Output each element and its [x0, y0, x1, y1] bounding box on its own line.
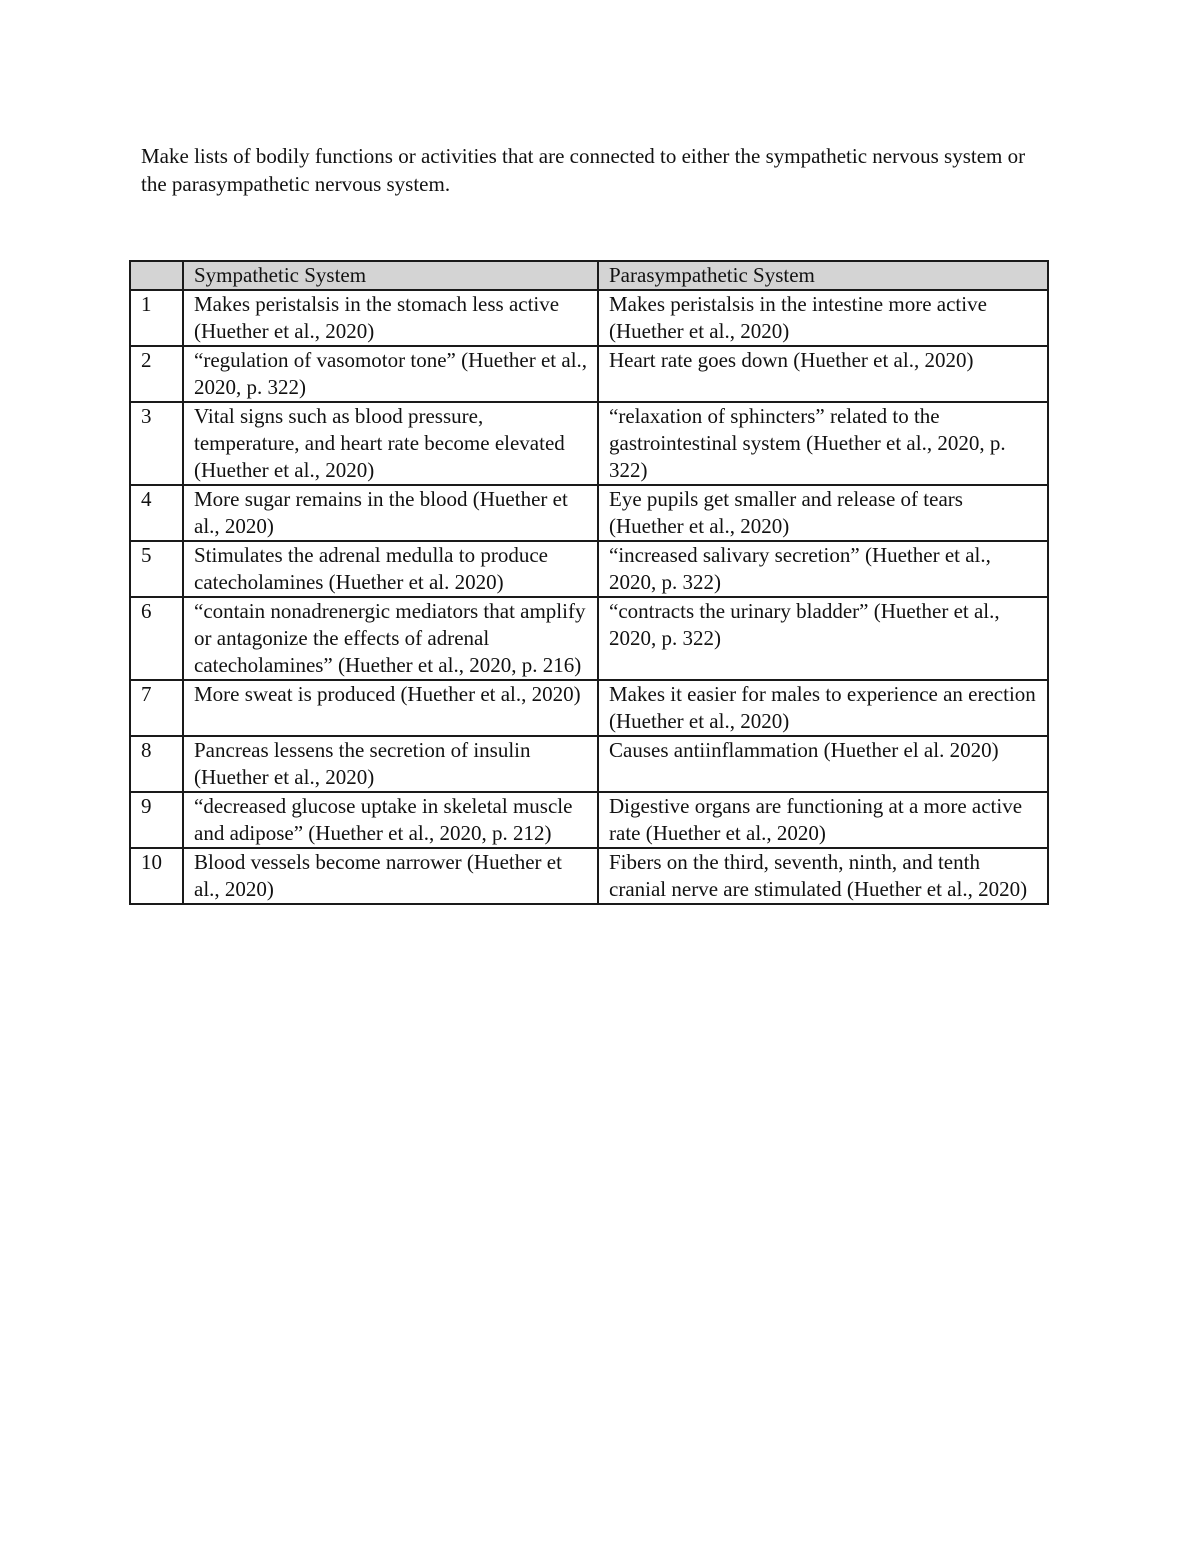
instructions-text: Make lists of bodily functions or activities that are connected to either the sympathetic nervous system or the parasympathetic nervous system. [141, 144, 1026, 196]
table-row [130, 290, 1048, 346]
row-number: 3 [130, 402, 183, 485]
table-body [130, 290, 1048, 904]
sympathetic-cell: Stimulates the adrenal medulla to produce catecholamines (Huether et al. 2020) [183, 541, 598, 597]
sympathetic-cell: Blood vessels become narrower (Huether et al., 2020) [183, 848, 598, 904]
table-row [130, 848, 1048, 904]
row-number: 6 [130, 597, 183, 680]
parasympathetic-cell: Makes peristalsis in the intestine more active (Huether et al., 2020) [598, 290, 1048, 346]
row-number: 2 [130, 346, 183, 402]
sympathetic-cell: Pancreas lessens the secretion of insulin (Huether et al., 2020) [183, 736, 598, 792]
parasympathetic-cell: Heart rate goes down (Huether et al., 2020) [598, 346, 1048, 402]
row-number: 10 [130, 848, 183, 904]
row-number: 9 [130, 792, 183, 848]
table-row [130, 736, 1048, 792]
sympathetic-cell: More sweat is produced (Huether et al., 2020) [183, 680, 598, 736]
table-row [130, 402, 1048, 485]
sympathetic-cell: “regulation of vasomotor tone” (Huether et al., 2020, p. 322) [183, 346, 598, 402]
row-number: 1 [130, 290, 183, 346]
table-row [130, 792, 1048, 848]
header-sympathetic: Sympathetic System [183, 261, 598, 290]
row-number: 4 [130, 485, 183, 541]
comparison-table [129, 260, 1049, 905]
table-row [130, 541, 1048, 597]
row-number: 5 [130, 541, 183, 597]
row-number: 7 [130, 680, 183, 736]
sympathetic-cell: Makes peristalsis in the stomach less active (Huether et al., 2020) [183, 290, 598, 346]
parasympathetic-cell: “contracts the urinary bladder” (Huether et al., 2020, p. 322) [598, 597, 1048, 680]
parasympathetic-cell: Makes it easier for males to experience an erection (Huether et al., 2020) [598, 680, 1048, 736]
parasympathetic-cell: “relaxation of sphincters” related to the gastrointestinal system (Huether et al., 2020, p. 322) [598, 402, 1048, 485]
parasympathetic-cell: Eye pupils get smaller and release of tears (Huether et al., 2020) [598, 485, 1048, 541]
table-row [130, 680, 1048, 736]
parasympathetic-cell: Digestive organs are functioning at a more active rate (Huether et al., 2020) [598, 792, 1048, 848]
parasympathetic-cell: Fibers on the third, seventh, ninth, and tenth cranial nerve are stimulated (Huether et al., 2020) [598, 848, 1048, 904]
parasympathetic-cell: Causes antiinflammation (Huether el al. 2020) [598, 736, 1048, 792]
parasympathetic-cell: “increased salivary secretion” (Huether et al., 2020, p. 322) [598, 541, 1048, 597]
row-number: 8 [130, 736, 183, 792]
table-row [130, 485, 1048, 541]
sympathetic-cell: Vital signs such as blood pressure, temperature, and heart rate become elevated (Huether et al., 2020) [183, 402, 598, 485]
table-row [130, 597, 1048, 680]
header-row [130, 261, 1048, 290]
sympathetic-cell: “decreased glucose uptake in skeletal muscle and adipose” (Huether et al., 2020, p. 212) [183, 792, 598, 848]
header-parasympathetic: Parasympathetic System [598, 261, 1048, 290]
header-number-cell [130, 261, 183, 290]
table-row [130, 346, 1048, 402]
sympathetic-cell: “contain nonadrenergic mediators that amplify or antagonize the effects of adrenal catecholamines” (Huether et al., 2020, p. 216) [183, 597, 598, 680]
sympathetic-cell: More sugar remains in the blood (Huether et al., 2020) [183, 485, 598, 541]
table-header [130, 261, 1048, 290]
